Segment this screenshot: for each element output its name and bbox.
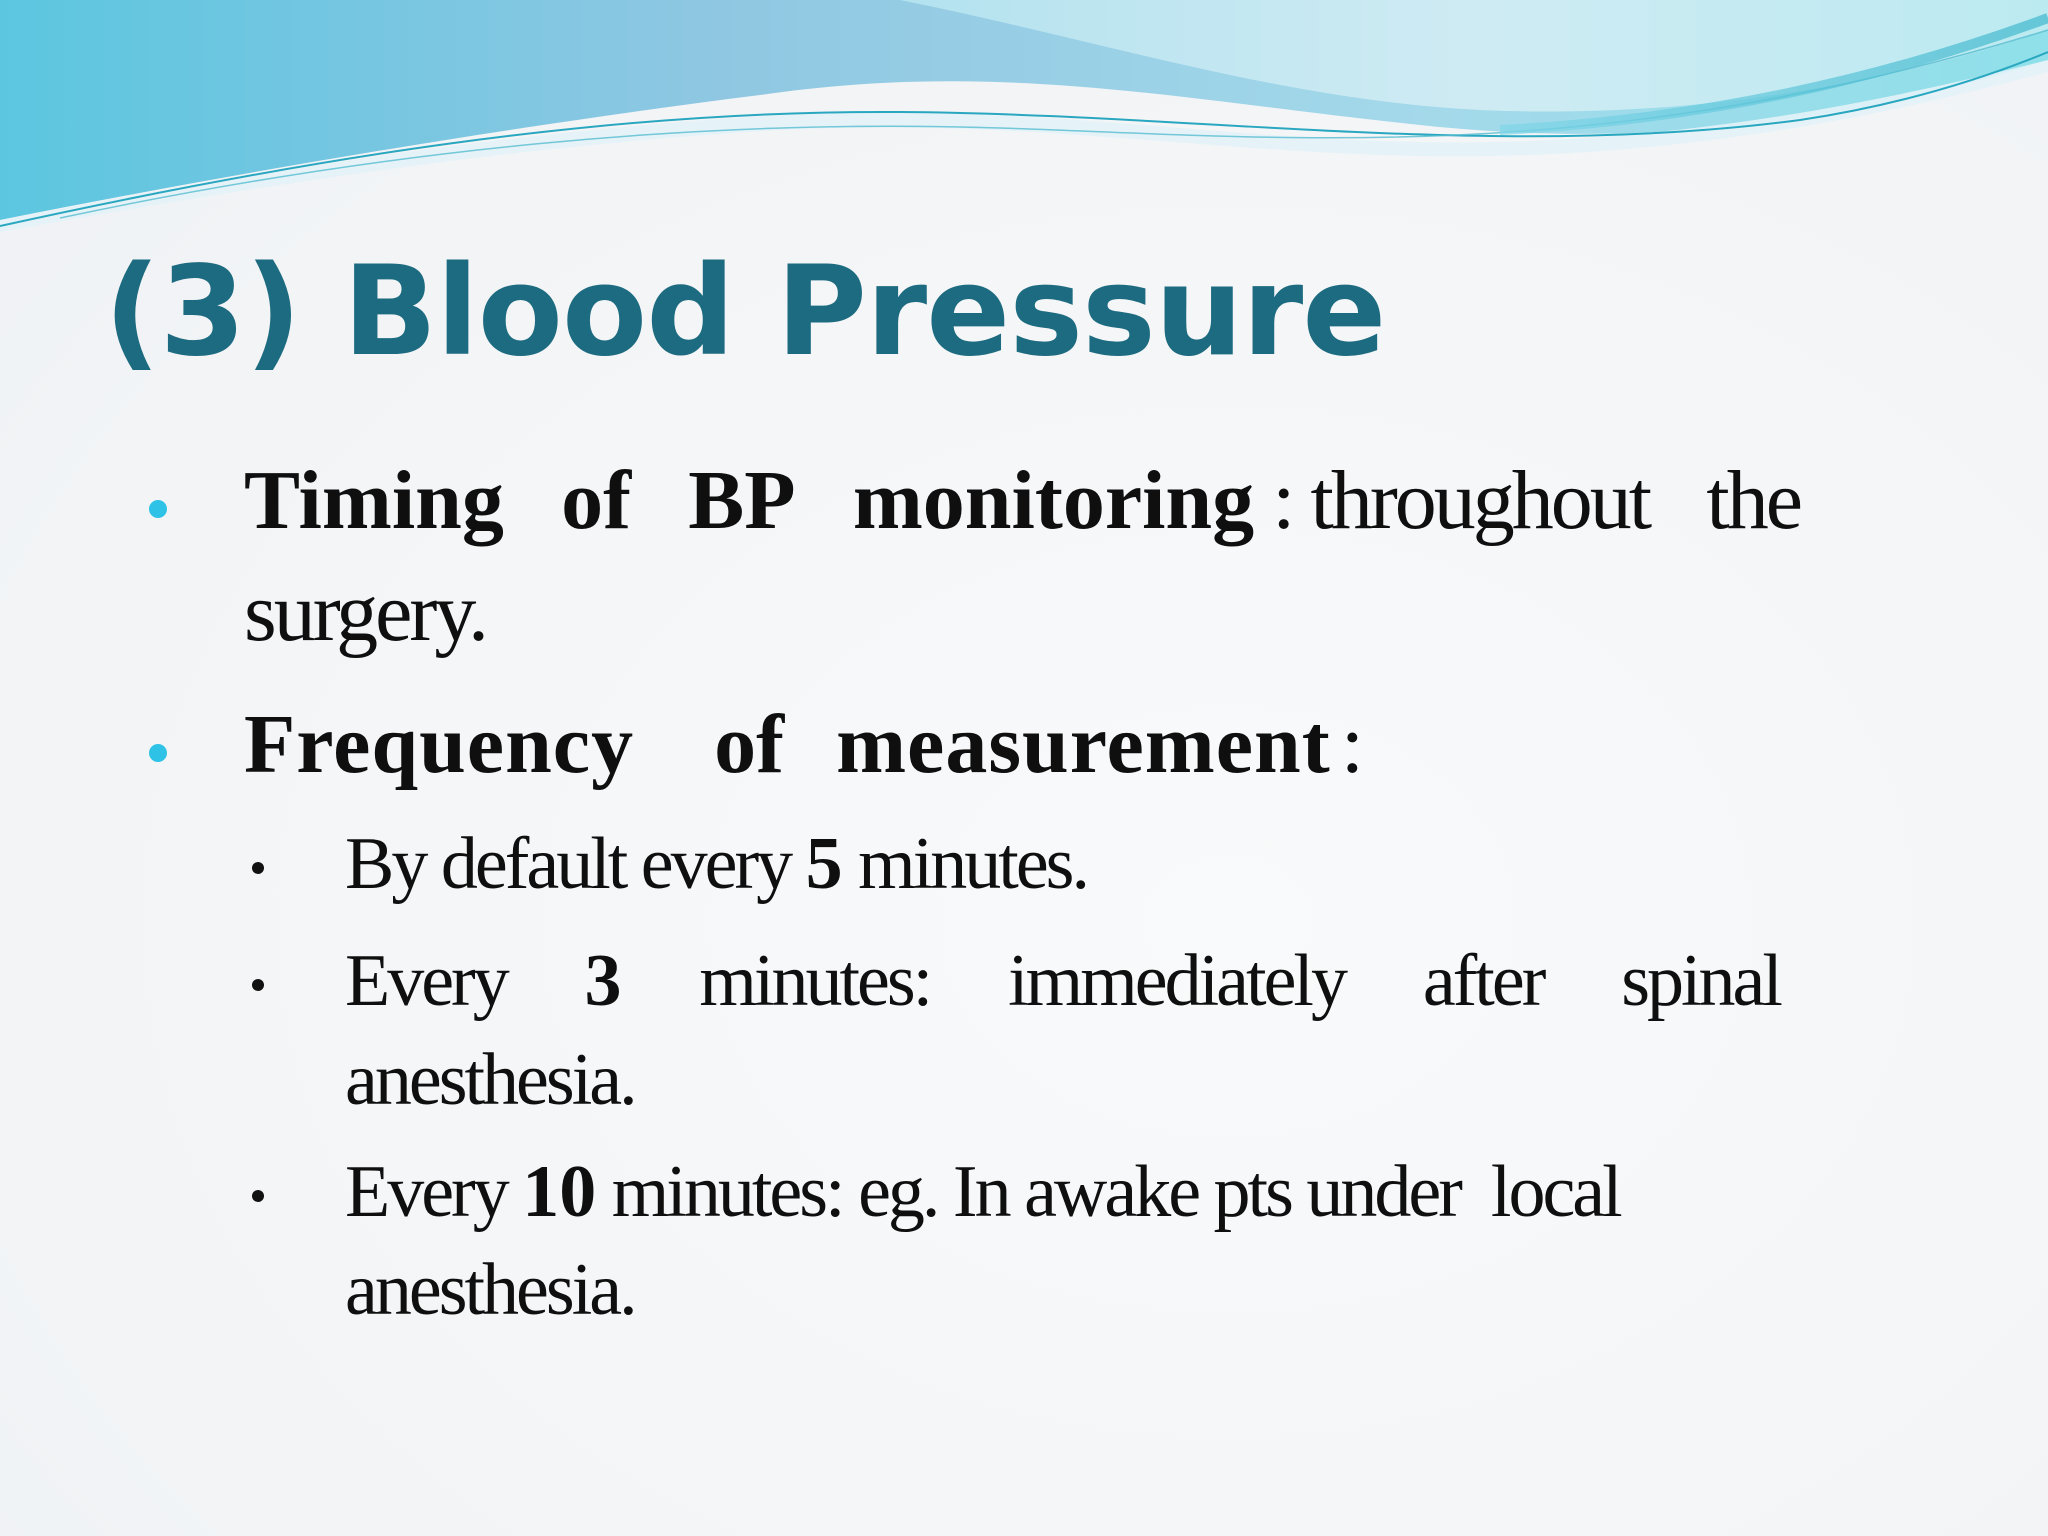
sub-bullet-dot bbox=[252, 862, 264, 874]
sub-bullet-word: immediately bbox=[1008, 940, 1345, 1022]
sub-bullet-default-prefix: By default every bbox=[345, 823, 791, 905]
bullet-timing-text: : throughout bbox=[1272, 454, 1650, 547]
sub-bullet-word: spinal bbox=[1621, 940, 1780, 1022]
bullet-frequency-label-word: measurement bbox=[836, 698, 1331, 791]
sub-bullet-word: minutes: bbox=[699, 940, 931, 1022]
sub-bullet-dot bbox=[252, 1190, 264, 1202]
sub-bullet-default-suffix: minutes. bbox=[858, 823, 1087, 905]
sub-bullet-word: Every bbox=[345, 940, 507, 1022]
bullet-frequency-label-word: Frequency bbox=[244, 698, 635, 791]
bullet-timing-label-word: monitoring bbox=[852, 454, 1255, 547]
bullet-timing-text: the bbox=[1706, 454, 1800, 547]
sub-bullet-ten-min-line2: anesthesia. bbox=[345, 1249, 635, 1331]
bullet-dot bbox=[149, 744, 167, 762]
bullet-timing-label-word: of bbox=[561, 454, 632, 547]
sub-bullet-dot bbox=[252, 979, 264, 991]
sub-bullet-default-value: 5 bbox=[805, 823, 843, 905]
bullet-timing-label-word: BP bbox=[688, 454, 796, 547]
sub-bullet-word: after bbox=[1422, 940, 1544, 1022]
wave-header-decoration bbox=[0, 0, 2048, 240]
sub-bullet-three-min-line1 bbox=[345, 939, 1780, 1024]
bullet-timing-label-word: Timing bbox=[244, 454, 504, 547]
bullet-timing-line2: surgery. bbox=[244, 566, 486, 659]
bullet-frequency-line bbox=[244, 696, 1361, 793]
sub-bullet-ten-suffix: minutes: eg. In awake pts under local bbox=[611, 1151, 1620, 1233]
sub-bullet-default-line bbox=[345, 822, 1087, 907]
bullet-dot bbox=[149, 500, 167, 518]
sub-bullet-ten-value: 10 bbox=[522, 1151, 597, 1233]
sub-bullet-ten-min-line1 bbox=[345, 1150, 1620, 1235]
sub-bullet-ten-prefix: Every bbox=[345, 1151, 507, 1233]
bullet-frequency-label-word: of bbox=[714, 698, 785, 791]
sub-bullet-three-min-line2: anesthesia. bbox=[345, 1039, 635, 1121]
slide-title: (3) Blood Pressure bbox=[104, 240, 1386, 384]
sub-bullet-value: 3 bbox=[584, 940, 622, 1022]
bullet-frequency-colon: : bbox=[1340, 698, 1362, 791]
bullet-timing-line1 bbox=[244, 452, 1800, 549]
